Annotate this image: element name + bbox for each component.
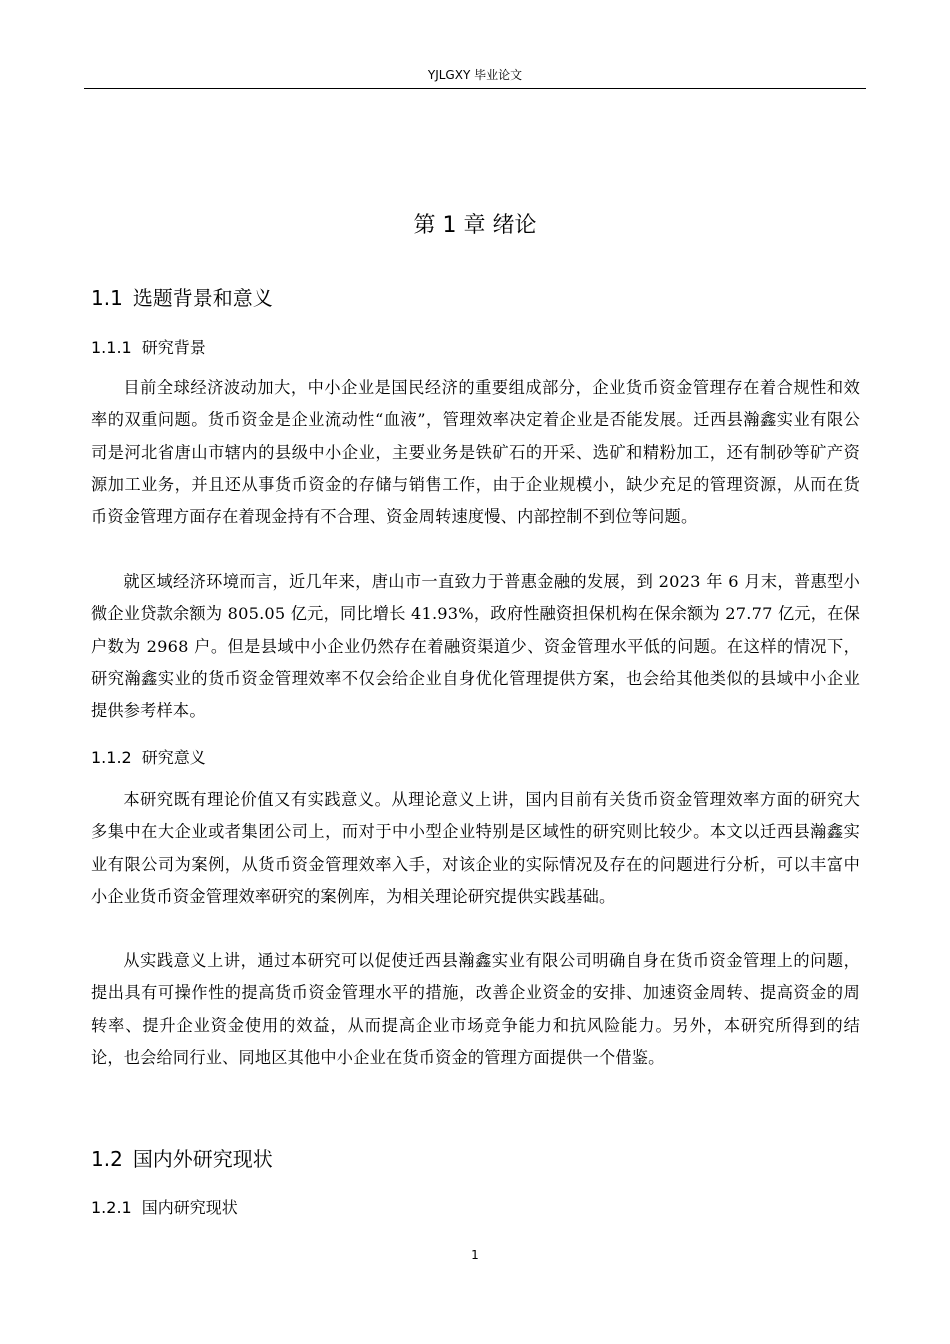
subsection-title: 研究意义: [141, 748, 206, 767]
section-heading-1-1: [91, 283, 273, 313]
paragraph: 从实践意义上讲，通过本研究可以促使迁西县瀚鑫实业有限公司明确自身在货币资金管理上的问题，提出具有可操作性的提高货币资金管理水平的措施，改善企业资金的安排、加速资金周转、提高资金的周转率、提升企业资金使用的效益，从而提高企业市场竞争能力和抗风险能力。另外，本研究所得到的结论，也会给同行业、同地区其他中小企业在货币资金的管理方面提供一个借鉴。: [91, 951, 860, 1067]
subsection-title: 研究背景: [141, 338, 206, 357]
paragraph: 就区域经济环境而言，近几年来，唐山市一直致力于普惠金融的发展，到 2023 年 6 月末，普惠型小微企业贷款余额为 805.05 亿元，同比增长 41.93%，政府性融资担保机构在保余额为 27.77 亿元，在保户数为 2968 户。但是县域中小企业仍然存在着融资渠道少、资金管理水平低的问题。在这样的情况下，研究瀚鑫实业的货币资金管理效率不仅会给企业自身优化管理提供方案，也会给其他类似的县域中小企业提供参考样本。: [91, 572, 860, 721]
subsection-title: 国内研究现状: [141, 1198, 238, 1217]
header-divider: [84, 88, 866, 89]
subsection-number: 1.1.2: [91, 748, 132, 767]
subsection-heading-1-2-1: [91, 1196, 238, 1220]
section-heading-1-2: [91, 1144, 273, 1174]
subsection-heading-1-1-2: [91, 746, 206, 770]
subsection-heading-1-1-1: [91, 336, 206, 360]
page-header: YJLGXY 毕业论文: [427, 68, 523, 82]
paragraph: 目前全球经济波动加大，中小企业是国民经济的重要组成部分，企业货币资金管理存在着合规性和效率的双重问题。货币资金是企业流动性“血液”，管理效率决定着企业是否能发展。迁西县瀚鑫实业有限公司是河北省唐山市辖内的县级中小企业，主要业务是铁矿石的开采、选矿和精粉加工，还有制砂等矿产资源加工业务，并且还从事货币资金的存储与销售工作，由于企业规模小，缺少充足的管理资源，从而在货币资金管理方面存在着现金持有不合理、资金周转速度慢、内部控制不到位等问题。: [91, 378, 860, 527]
section-title: 选题背景和意义: [132, 286, 273, 310]
chapter-title: 第 1 章 绪论: [413, 213, 537, 238]
subsection-number: 1.2.1: [91, 1198, 132, 1217]
paragraph: 本研究既有理论价值又有实践意义。从理论意义上讲，国内目前有关货币资金管理效率方面的研究大多集中在大企业或者集团公司上，而对于中小型企业特别是区域性的研究则比较少。本文以迁西县瀚鑫实业有限公司为案例，从货币资金管理效率入手，对该企业的实际情况及存在的问题进行分析，可以丰富中小企业货币资金管理效率研究的案例库，为相关理论研究提供实践基础。: [91, 790, 860, 906]
section-number: 1.1: [91, 286, 123, 310]
section-title: 国内外研究现状: [132, 1147, 273, 1171]
subsection-number: 1.1.1: [91, 338, 132, 357]
section-number: 1.2: [91, 1147, 123, 1171]
page-number: 1: [471, 1248, 479, 1262]
